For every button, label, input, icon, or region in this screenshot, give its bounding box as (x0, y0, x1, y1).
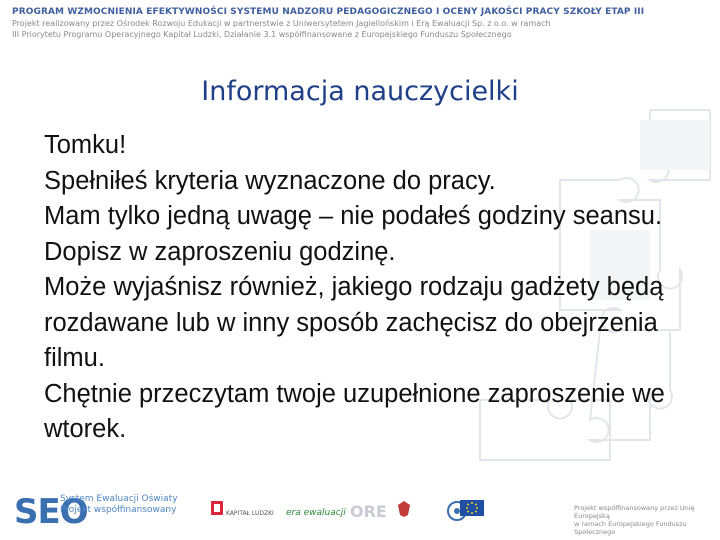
criteria-paragraph: Spełniłeś kryteria wyznaczone do pracy. (44, 166, 496, 195)
kapital-ludzki-logo (210, 500, 274, 526)
eu-note-line-2: w ramach Europejskiego Funduszu Społecznego (574, 520, 687, 536)
ore-logo (350, 500, 390, 526)
program-title: PROGRAM WZMOCNIENIA EFEKTYWNOŚCI SYSTEMU NADZORU PEDAGOGICZNEGO I OCENY JAKOŚCI PRACY SZKOŁY ETAP III (12, 7, 645, 17)
closing-paragraph: Chętnie przeczytam twoje uzupełnione zaproszenie we wtorek. (44, 379, 665, 443)
greeting-paragraph: Tomku! (44, 131, 127, 159)
eu-flag-icon (460, 500, 484, 516)
eu-note-line-1: Projekt współfinansowany przez Unię Europejską (574, 504, 695, 520)
slide-title: Informacja nauczycielki (201, 76, 519, 107)
seo-logo (14, 492, 178, 532)
suggestion-paragraph: Może wyjaśnisz również, jakiego rodzaju gadżety będą rozdawane lub w inny sposób zachęcisz do obejrzenia filmu. (44, 273, 664, 372)
era-ewaluacji-label: era ewaluacji (286, 508, 346, 518)
program-description-line-2: III Priorytetu Programu Operacyjnego Kapitał Ludzki, Działanie 3.1 współfinansowane z Europejskiego Funduszu Społecznego (12, 30, 512, 39)
ore-label: ORE (350, 502, 387, 521)
slide-body (44, 128, 704, 448)
seo-logo-text: SEO (14, 492, 88, 532)
program-header (12, 6, 712, 40)
remark-paragraph: Mam tylko jedną uwagę – nie podałeś godziny seansu. Dopisz w zaproszeniu godzinę. (44, 202, 663, 266)
seo-subtitle-line-1: System Ewaluacji Oświaty (60, 494, 178, 504)
eu-flag-logo (460, 500, 486, 526)
era-ewaluacji-logo (286, 500, 346, 526)
footer-logos (0, 492, 720, 540)
seo-subtitle-line-2: Projekt współfinansowany (60, 505, 177, 515)
seo-subtitle (60, 494, 178, 516)
program-description-line-1: Projekt realizowany przez Ośrodek Rozwoju Edukacji w partnerstwie z Uniwersytetem Jagiellońskim i Erą Ewaluacji Sp. z o.o. w ramach (12, 19, 551, 28)
eu-cofinancing-note (574, 504, 704, 536)
kapital-ludzki-label: KAPITAŁ LUDZKI (226, 510, 274, 517)
eagle-emblem-icon (396, 500, 412, 518)
kapital-ludzki-emblem-icon (210, 500, 224, 516)
